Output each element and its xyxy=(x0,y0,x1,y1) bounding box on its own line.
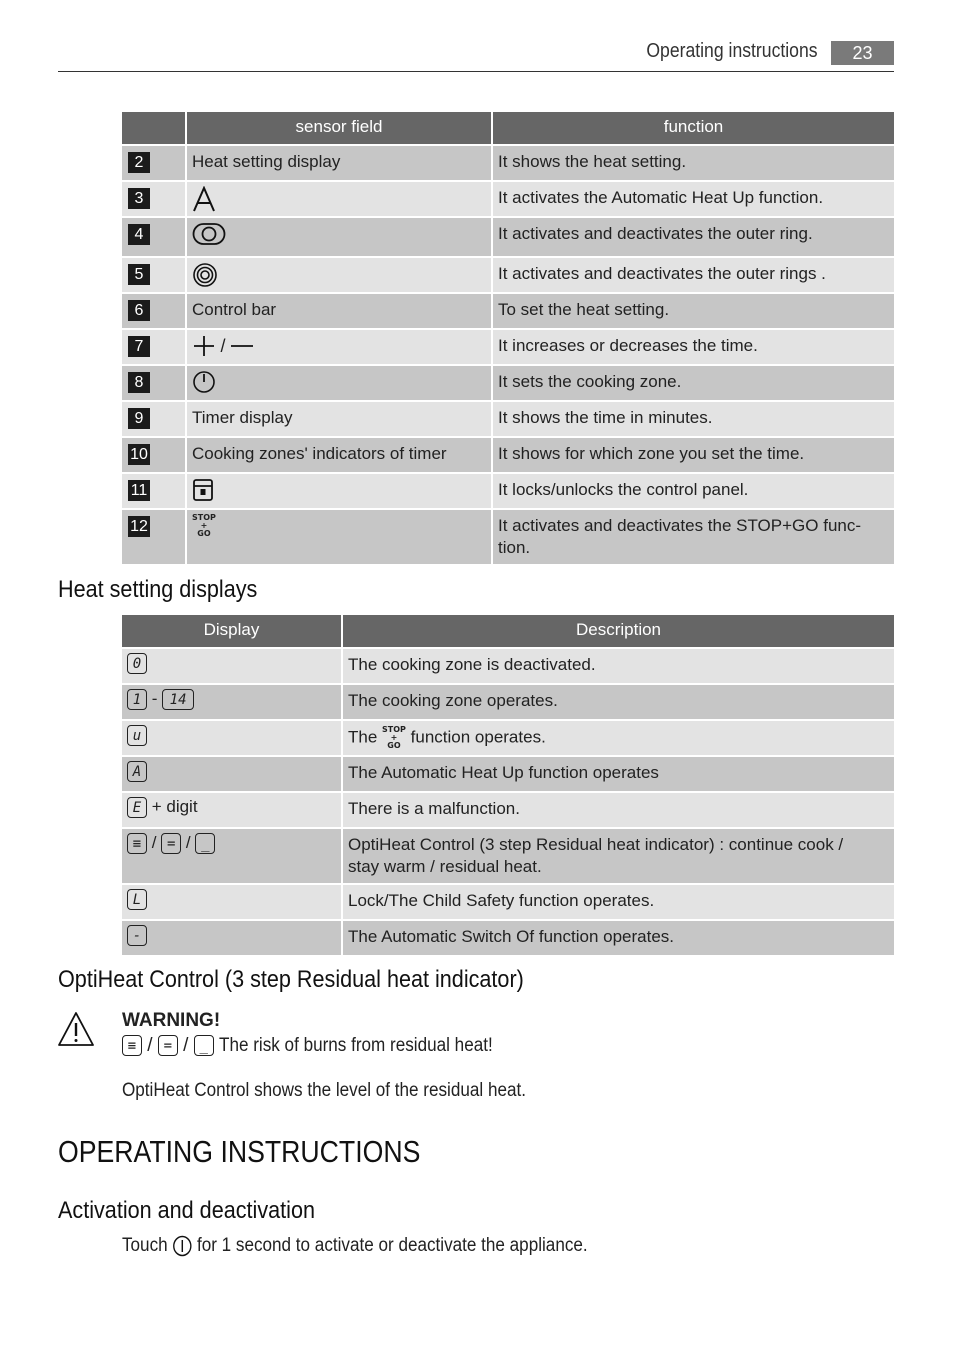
display-e-symbol: E xyxy=(127,797,147,818)
stopgo-go: GO xyxy=(387,741,401,750)
residual-heat-1-symbol: _ xyxy=(194,1035,214,1056)
col-header-description: Description xyxy=(343,615,894,647)
residual-heat-1-symbol: _ xyxy=(195,833,215,854)
warning-triangle-icon xyxy=(57,1011,95,1047)
table-row xyxy=(122,885,894,919)
description-text: There is a malfunction. xyxy=(348,799,520,818)
col-header-function: function xyxy=(493,112,894,144)
header-title: Operating instructions xyxy=(646,40,818,62)
display-fourteen-symbol: 14 xyxy=(162,689,194,710)
function-text: It shows for which zone you set the time. xyxy=(498,444,805,463)
function-text: It sets the cooking zone. xyxy=(498,372,682,391)
description-text: The Automatic Switch Of function operates. xyxy=(348,927,674,946)
table-row xyxy=(122,218,894,256)
stopgo-plus: + xyxy=(200,521,208,530)
activation-paragraph xyxy=(122,1235,588,1257)
table-row xyxy=(122,685,894,719)
plus-digit-text: + digit xyxy=(147,797,198,816)
function-text: It activates and deactivates the outer ring. xyxy=(498,224,813,243)
function-text: To set the heat setting. xyxy=(498,300,670,319)
table-row xyxy=(122,146,894,180)
stopgo-stop: STOP xyxy=(192,513,216,522)
table-row xyxy=(122,330,894,364)
sensor-field-text: Control bar xyxy=(192,300,277,319)
warning-text: The risk of burns from residual heat! xyxy=(218,1035,493,1056)
separator: / xyxy=(147,1035,153,1056)
display-u-symbol: u xyxy=(127,725,147,746)
description-post: function operates. xyxy=(405,727,546,747)
warning-label: WARNING! xyxy=(122,1010,221,1031)
timer-clock-icon xyxy=(192,370,216,394)
row-number: 10 xyxy=(128,444,150,465)
row-number: 3 xyxy=(128,188,150,209)
function-text: It increases or decreases the time. xyxy=(498,336,758,355)
row-number: 2 xyxy=(128,152,150,173)
table-row xyxy=(122,510,894,564)
activation-heading: Activation and deactivation xyxy=(58,1197,315,1224)
row-number: 6 xyxy=(128,300,150,321)
separator: / xyxy=(183,1035,189,1056)
power-on-off-icon xyxy=(172,1235,192,1257)
row-number: 4 xyxy=(128,224,150,245)
sensor-field-text: Heat setting display xyxy=(192,152,341,171)
display-dash-symbol: - xyxy=(127,925,147,946)
optiheat-heading: OptiHeat Control (3 step Residual heat indicator) xyxy=(58,966,524,993)
description-text: The cooking zone is deactivated. xyxy=(348,655,596,674)
residual-heat-2-symbol: = xyxy=(158,1035,178,1056)
function-text: It activates and deactivates the outer rings . xyxy=(498,264,826,283)
table-row xyxy=(122,921,894,955)
display-zero-symbol: 0 xyxy=(127,653,147,674)
stopgo-plus: + xyxy=(390,733,398,742)
automatic-heat-up-a-icon xyxy=(192,186,216,212)
col-header-sensor-field: sensor field xyxy=(187,112,491,144)
table-row xyxy=(122,721,894,755)
residual-heat-2-symbol: = xyxy=(161,833,181,854)
minus-icon xyxy=(230,334,254,358)
table-row xyxy=(122,793,894,827)
col-header-display: Display xyxy=(122,615,341,647)
stopgo-stop: STOP xyxy=(382,725,406,734)
optiheat-paragraph: OptiHeat Control shows the level of the residual heat. xyxy=(122,1080,526,1101)
stop-go-icon xyxy=(382,726,406,750)
row-number: 7 xyxy=(128,336,150,357)
function-text: It activates and deactivates the STOP+GO func- tion. xyxy=(498,516,862,557)
separator: / xyxy=(181,833,196,852)
residual-heat-3-symbol: ≡ xyxy=(122,1035,142,1056)
table-row xyxy=(122,258,894,292)
row-number: 11 xyxy=(128,480,150,501)
row-number: 8 xyxy=(128,372,150,393)
table-row xyxy=(122,402,894,436)
description-pre: The xyxy=(348,727,383,747)
description-text: OptiHeat Control (3 step Residual heat indicator) : continue cook / stay warm / residual heat. xyxy=(348,835,844,876)
sensor-field-text: Cooking zones' indicators of timer xyxy=(192,444,447,463)
table-row xyxy=(122,474,894,508)
row-number: 5 xyxy=(128,264,150,285)
function-text: It locks/unlocks the control panel. xyxy=(498,480,749,499)
residual-heat-3-symbol: ≡ xyxy=(127,833,147,854)
description-text xyxy=(343,721,894,750)
description-text: Lock/The Child Safety function operates. xyxy=(348,891,655,910)
sensor-field-text: Timer display xyxy=(192,408,293,427)
range-dash: - xyxy=(147,689,163,708)
function-text: It activates the Automatic Heat Up function. xyxy=(498,188,824,207)
table-row xyxy=(122,757,894,791)
outer-rings-icon xyxy=(192,262,218,288)
page-number: 23 xyxy=(831,41,894,65)
row-number: 12 xyxy=(128,516,150,537)
function-text: It shows the time in minutes. xyxy=(498,408,713,427)
page-header xyxy=(58,38,894,72)
activation-text-post: for 1 second to activate or deactivate the appliance. xyxy=(196,1235,588,1257)
table-row xyxy=(122,182,894,216)
lock-icon xyxy=(192,478,214,502)
plus-icon xyxy=(192,334,216,358)
function-text: It shows the heat setting. xyxy=(498,152,687,171)
heat-setting-displays-heading: Heat setting displays xyxy=(58,576,258,603)
display-a-symbol: A xyxy=(127,761,147,782)
heat-setting-displays-table xyxy=(120,613,896,957)
display-one-symbol: 1 xyxy=(127,689,147,710)
sensor-field-table xyxy=(120,110,896,566)
activation-text-pre: Touch xyxy=(122,1235,168,1257)
stop-go-icon xyxy=(192,514,216,538)
row-number: 9 xyxy=(128,408,150,429)
description-text: The Automatic Heat Up function operates xyxy=(348,763,659,782)
plus-minus-separator: / xyxy=(220,335,226,356)
outer-ring-icon xyxy=(192,222,226,246)
description-text: The cooking zone operates. xyxy=(348,691,558,710)
table-row xyxy=(122,294,894,328)
operating-instructions-heading: OPERATING INSTRUCTIONS xyxy=(58,1134,421,1169)
separator: / xyxy=(147,833,162,852)
warning-line xyxy=(122,1035,523,1057)
display-l-symbol: L xyxy=(127,889,147,910)
stopgo-go: GO xyxy=(197,529,211,538)
table-row xyxy=(122,829,894,883)
table-row xyxy=(122,366,894,400)
table-row xyxy=(122,649,894,683)
col-header-num xyxy=(122,112,185,144)
table-row xyxy=(122,438,894,472)
